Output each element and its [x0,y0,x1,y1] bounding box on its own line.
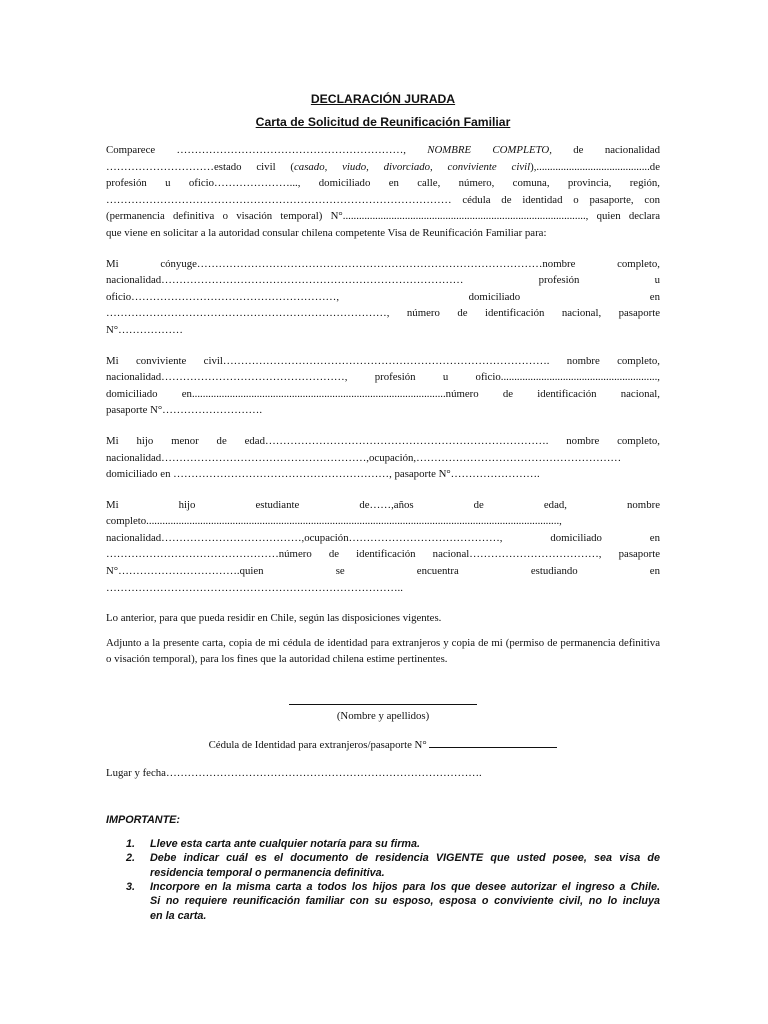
hijo-estudiante-line-3: nacionalidad…………………………………,ocupación……………………………………, domiciliado en [106,531,660,544]
hijo-menor-block [106,433,660,483]
conyuge-line-2: nacionalidad………………………………………………………………………… profesión u [106,274,660,287]
hijo-estudiante-line-4: …………………………………………número de identificación nacional………………………………, pasaporte [106,548,660,561]
nombre-completo-label: NOMBRE COMPLETO, [427,144,552,156]
estado-civil-options: casado, viudo, divorciado, conviviente civil [294,160,531,173]
comparece-line-4: …………………………………………………………………………………… cédula de identidad o pasaporte, con [106,193,660,206]
comparece-line-5: (permanencia definitiva o visación temporal) N°.........................................................................................., quien declara [106,210,660,223]
adjunto-paragraph: Adjunto a la presente carta, copia de mi cédula de identidad para extranjeros y copia de mi (permiso de permanencia definitiva o visación temporal), para los fines que la autoridad chilena estime pertinentes. [106,636,660,666]
signature-area [106,704,660,725]
important-notes-list [106,837,660,923]
conviviente-line-1: Mi conviviente civil………………………………………………………………………………. nombre completo, [106,354,660,367]
list-item: 3. Incorpore en la misma carta a todos los hijos para los que desee autorizar el ingreso a Chile. Si no requiere reunificación familiar con su esposo, esposa o conviviente civil, no lo incluya en la carta. [126,881,660,922]
cedula-row [106,737,660,754]
hijo-estudiante-line-6: ……………………………………………………………………….. [106,581,403,594]
cedula-label: Cédula de Identidad para extranjeros/pasaporte N° [208,738,427,751]
document-page [106,92,660,923]
conyuge-line-3: oficio…………………………………………………, domiciliado en [106,290,660,303]
list-item: 2. Debe indicar cuál es el documento de residencia VIGENTE que usted posee, sea visa de residencia temporal o permanencia definitiva. [126,852,660,879]
comparece-line-1: Comparece ………………………………………………………, NOMBRE COMPLETO, de nacionalidad [106,144,660,156]
nombre-apellidos-label: (Nombre y apellidos) [336,710,430,723]
conviviente-block [106,353,660,419]
important-title: IMPORTANTE: [106,813,180,826]
hijo-estudiante-line-5: N°…………………………….quien se encuentra estudiando en [106,565,660,578]
list-item: 1. Lleve esta carta ante cualquier notaría para su firma. [126,837,421,850]
conyuge-line-4: ……………………………………………………………………, número de identificación nacional, pasaporte [106,307,660,320]
comparece-line-2: …………………………estado civil (casado, viudo, divorciado, conviviente civil),..........................................de [106,160,660,173]
hijo-menor-line-1: Mi hijo menor de edad……………………………………………………………………. nombre completo, [106,434,660,447]
conyuge-block [106,256,660,339]
comparece-line-6: que viene en solicitar a la autoridad consular chilena competente Visa de Reunificación Familiar para: [106,226,547,239]
conviviente-line-3: domiciliado en..............................................................................................número de identificación nacional, [106,387,660,400]
hijo-estudiante-line-1: Mi hijo estudiante de……,años de edad, nombre [106,498,660,511]
hijo-menor-line-2: nacionalidad…………………………………………………,ocupación,………………………………………………… [106,451,622,464]
document-title: DECLARACIÓN JURADA [310,92,456,106]
conyuge-line-1: Mi cónyuge……………………………………………………………………………………nombre completo, [106,257,660,270]
comparece-block [106,142,660,242]
hijo-estudiante-block [106,497,660,597]
important-section [106,814,660,923]
hijo-estudiante-line-2: completo........................................................................................................................................................., [106,515,562,528]
signature-line [289,704,477,705]
lo-anterior-paragraph: Lo anterior, para que pueda residir en Chile, según las disposiciones vigentes. [106,612,442,625]
conviviente-line-4: pasaporte N°………………………. [106,404,263,417]
conyuge-line-5: N°……………… [106,323,183,336]
lugar-fecha-line: Lugar y fecha……………………………………………………………………………. [106,767,482,780]
cedula-blank-line [429,737,557,748]
document-subtitle: Carta de Solicitud de Reunificación Familiar [255,115,511,129]
hijo-menor-line-3: domiciliado en ……………………………………………………, pasaporte N°……………………. [106,468,540,481]
comparece-line-3: profesión u oficio…………………..., domiciliado en calle, número, comuna, provincia, región, [106,177,660,190]
conviviente-line-2: nacionalidad……………………………………………, profesión u oficio.........................................................., [106,371,660,384]
